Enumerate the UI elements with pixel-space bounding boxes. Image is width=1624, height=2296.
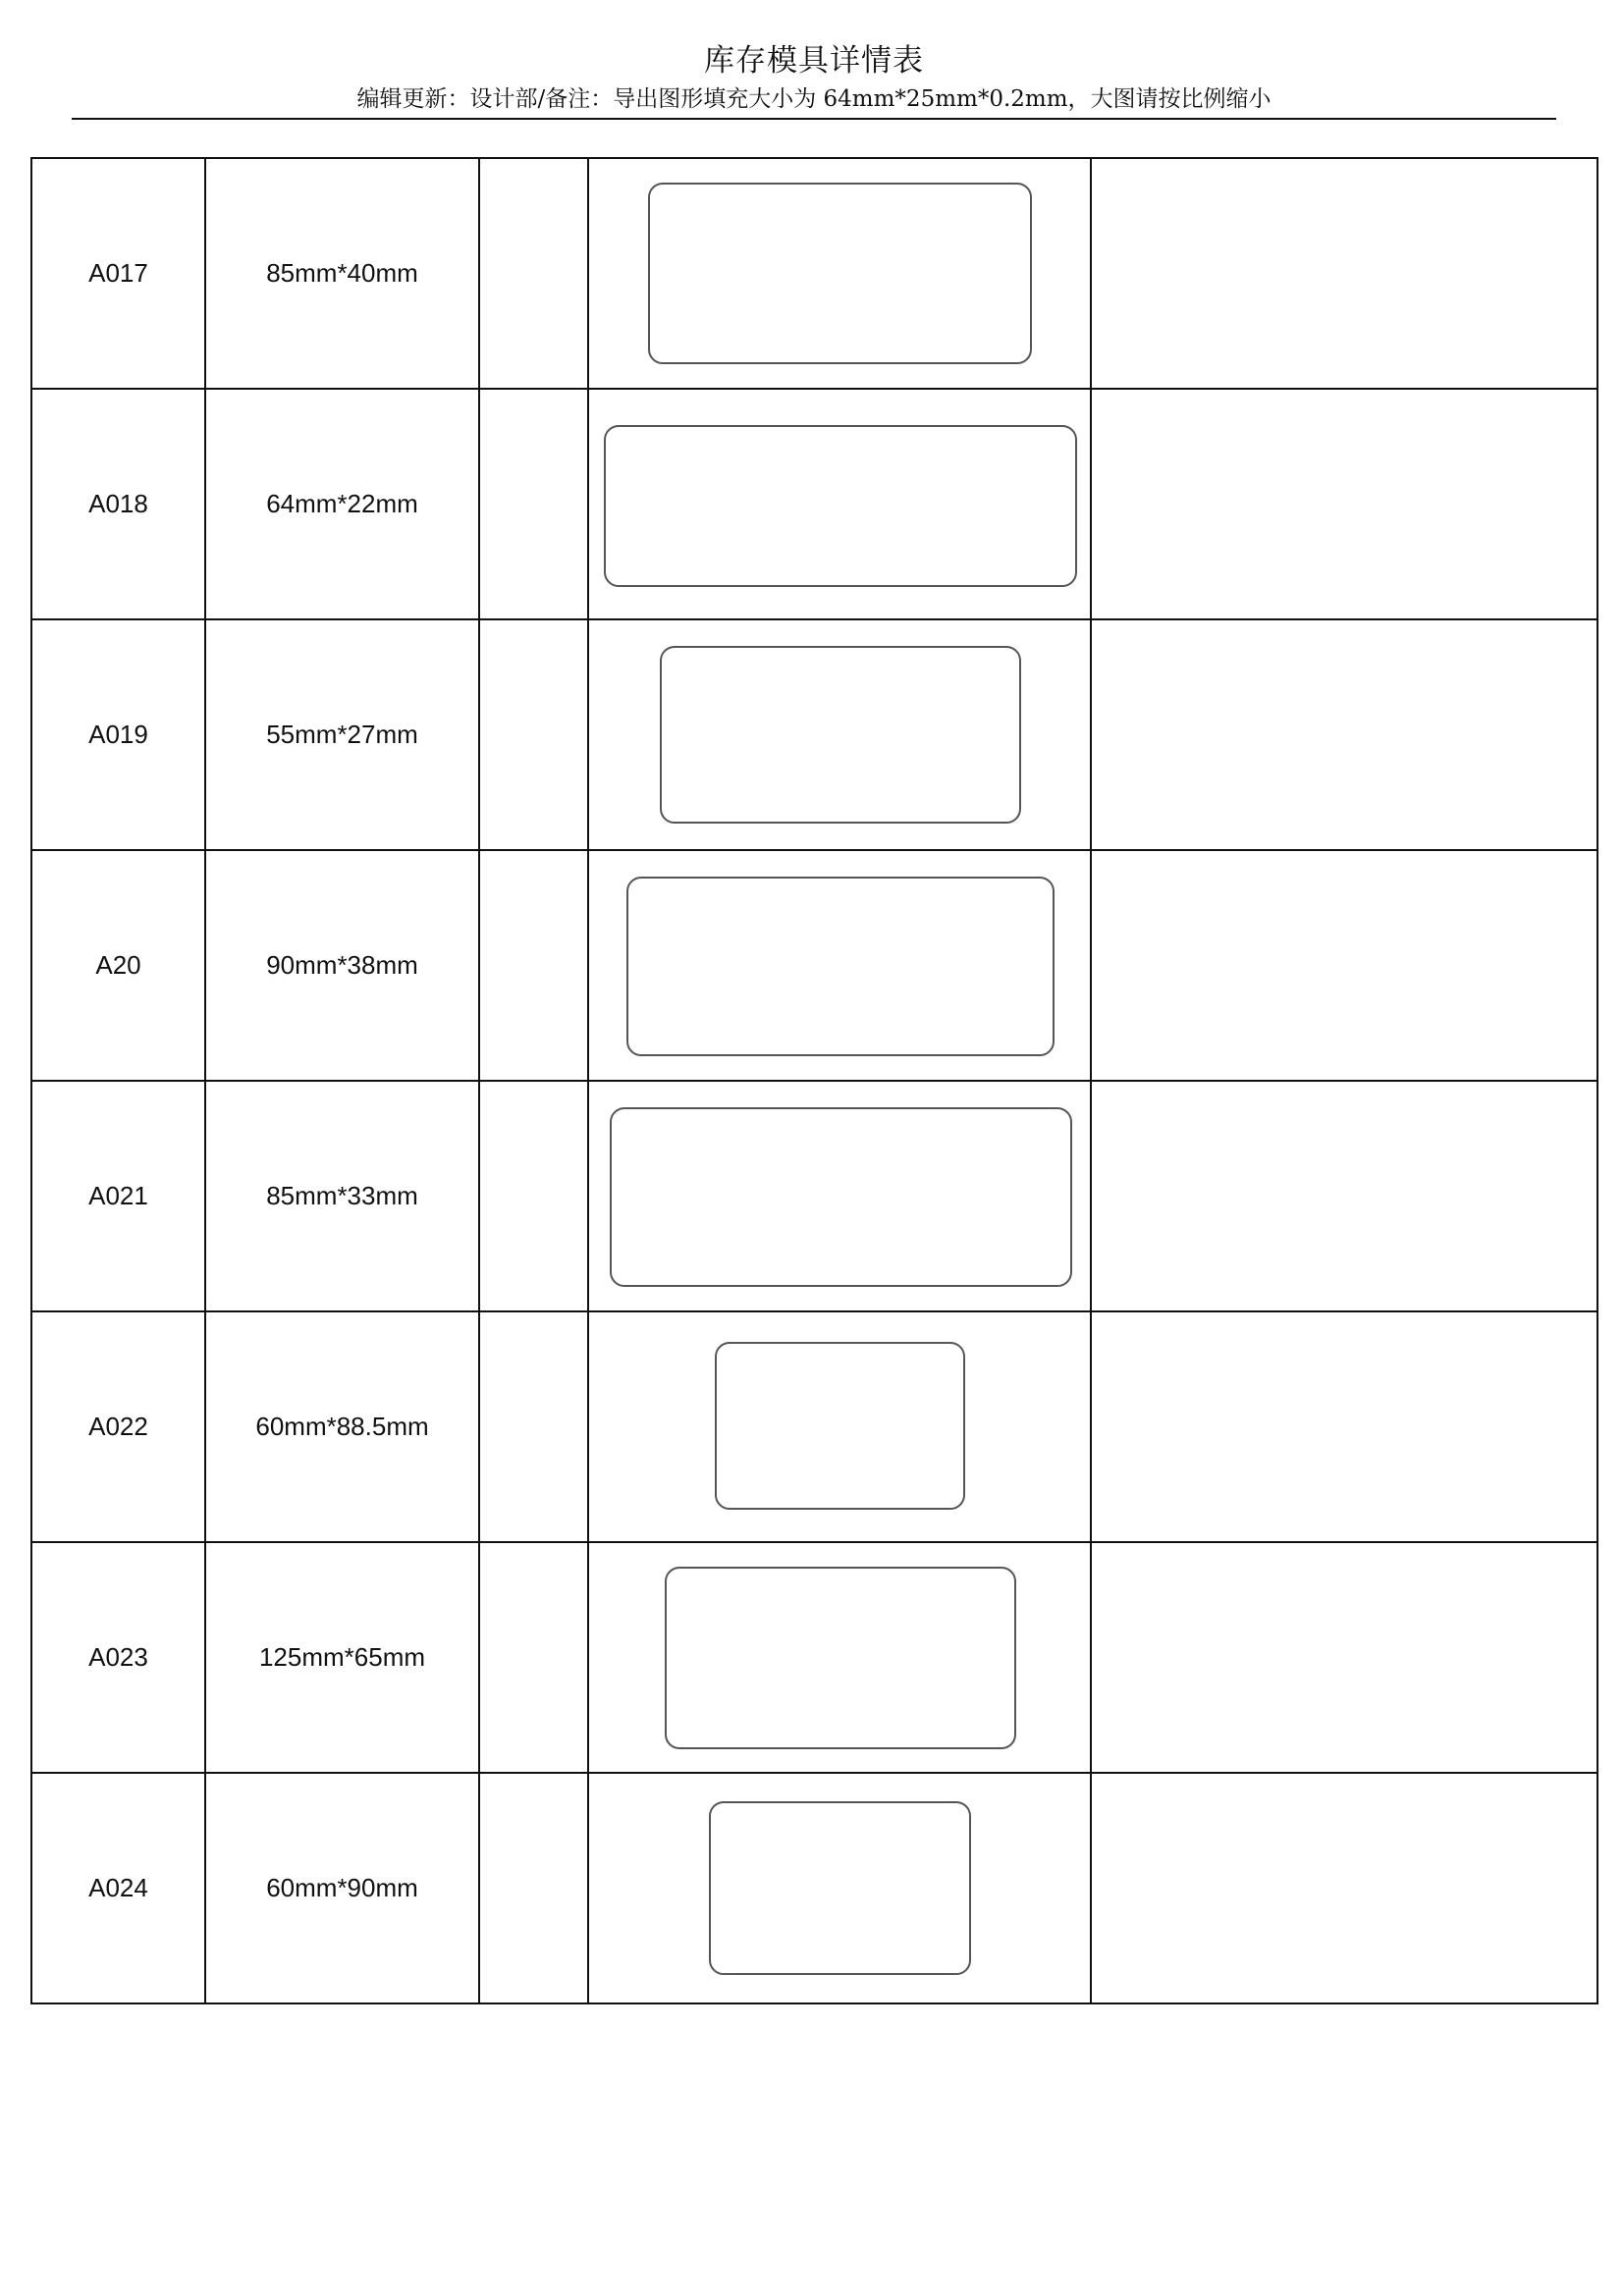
header-rule [72,118,1556,120]
blank-cell [479,1081,588,1311]
rounded-rectangle-shape [626,877,1055,1056]
notes-cell [1091,850,1597,1081]
mold-size-cell: 60mm*88.5mm [205,1311,479,1542]
blank-cell [479,619,588,850]
mold-size-cell: 55mm*27mm [205,619,479,850]
rounded-rectangle-shape [665,1567,1016,1749]
shape-preview-cell [588,619,1091,850]
shape-preview-cell [588,850,1091,1081]
mold-code-cell: A017 [31,158,205,389]
shape-preview-cell [588,1311,1091,1542]
blank-cell [479,389,588,619]
mold-code-cell: A018 [31,389,205,619]
notes-cell [1091,1311,1597,1542]
mold-code-cell: A019 [31,619,205,850]
shape-preview-cell [588,1773,1091,2003]
table-row [31,158,1597,389]
rounded-rectangle-shape [648,183,1032,364]
table-row [31,389,1597,619]
mold-code-cell: A024 [31,1773,205,2003]
mold-code-cell: A20 [31,850,205,1081]
mold-size-cell: 85mm*40mm [205,158,479,389]
table-row [31,1311,1597,1542]
table-row [31,1542,1597,1773]
edit-note: 编辑更新：设计部/备注：导出图形填充大小为 64mm*25mm*0.2mm，大图请按比例缩小 [356,86,1272,112]
mold-size-cell: 90mm*38mm [205,850,479,1081]
mold-table [30,157,1598,2004]
mold-size-cell: 64mm*22mm [205,389,479,619]
shape-preview-cell [588,158,1091,389]
shape-preview-cell [588,1081,1091,1311]
document-header [72,37,1556,120]
page-title: 库存模具详情表 [704,43,924,79]
table-row [31,619,1597,850]
blank-cell [479,1542,588,1773]
blank-cell [479,850,588,1081]
mold-code-cell: A021 [31,1081,205,1311]
notes-cell [1091,389,1597,619]
rounded-rectangle-shape [660,646,1021,824]
rounded-rectangle-shape [715,1342,965,1510]
notes-cell [1091,619,1597,850]
shape-preview-cell [588,389,1091,619]
table-row [31,1081,1597,1311]
blank-cell [479,1311,588,1542]
mold-code-cell: A023 [31,1542,205,1773]
notes-cell [1091,158,1597,389]
notes-cell [1091,1542,1597,1773]
mold-code-cell: A022 [31,1311,205,1542]
rounded-rectangle-shape [604,425,1077,587]
notes-cell [1091,1773,1597,2003]
blank-cell [479,158,588,389]
notes-cell [1091,1081,1597,1311]
mold-size-cell: 85mm*33mm [205,1081,479,1311]
shape-preview-cell [588,1542,1091,1773]
table-row [31,850,1597,1081]
mold-size-cell: 125mm*65mm [205,1542,479,1773]
rounded-rectangle-shape [610,1107,1072,1287]
mold-size-cell: 60mm*90mm [205,1773,479,2003]
rounded-rectangle-shape [709,1801,971,1975]
blank-cell [479,1773,588,2003]
table-row [31,1773,1597,2003]
